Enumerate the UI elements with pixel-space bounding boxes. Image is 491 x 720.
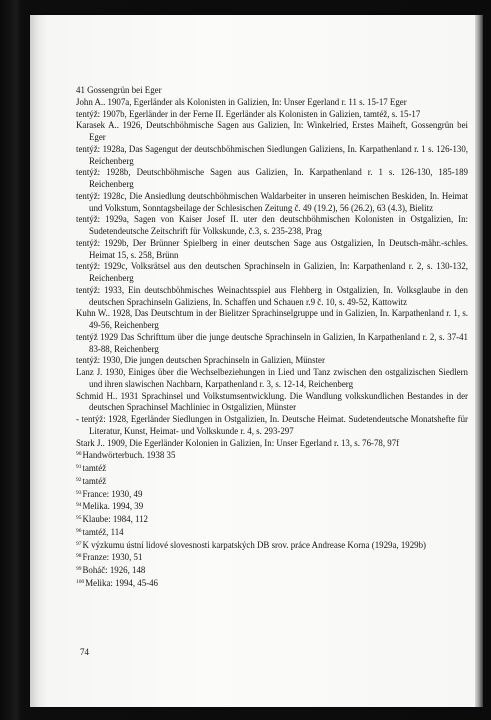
footnote <box>76 513 468 526</box>
footnote-text: Handwörterbuch. 1938 35 <box>82 450 176 461</box>
bibliography-entry: tentýž: 1929c, Volksrätsel aus den deutschen Sprachinseln in Galizien, In: Karpathenland r. 2, s. 130-132, Reichenberg <box>76 261 468 283</box>
footnote-number: 97 <box>76 540 82 547</box>
bibliography-entry: tentýž: 1933, Ein deutschböhmisches Weinachtsspiel aus Flehberg in Ostgalizien, In. Volksglaube in den deutschen Sprachinseln Galiziens, In. Schaffen und Schauen r.9 č. 10, s. 49-52, Kattowitz <box>76 284 468 307</box>
footnote <box>76 564 468 577</box>
footnote-text: Melika. 1994, 39 <box>82 501 144 512</box>
bibliography-entry: tentýž: 1928b, Deutschböhmische Sagen aus Galizien, In. Karpathenland r. 1 s. 126-130, 185-189 Reichenberg <box>76 167 468 189</box>
footnote-text: France: 1930, 49 <box>82 488 143 499</box>
bibliography-entry: Karasek A.. 1926, Deutschböhmische Sagen aus Galizien, In: Winkelried, Erstes Maiheft, Gossengrün bei Eger <box>76 120 468 142</box>
bibliography-entry: Lanz J. 1930, Einiges über die Wechselbeziehungen in Lied und Tanz zwischen den ostgalizischen Siedlern und ihren slawischen Nachbarn, Karpathenland r. 3, s. 12-14, Reichenberg <box>76 367 468 389</box>
page-number: 74 <box>80 647 89 657</box>
footnote-text: K výzkumu ústní lidové slovesnosti karpatských DB srov. práce Andrease Korna (1929a, 1929b) <box>82 539 427 550</box>
footnote-number: 90 <box>76 451 82 458</box>
footnote-number: 98 <box>76 553 82 560</box>
bibliography-entry: tentýž 1929 Das Schrifttum über die junge deutsche Sprachinseln in Galizien, In Karpathenland r. 2, s. 37-41 83-88, Reichenberg <box>76 331 468 354</box>
footnote <box>76 539 468 552</box>
bibliography-entry: Kuhn W.. 1928, Das Deutschtum in der Bielitzer Sprachinselgruppe und in Galizien, In. Karpathenland r. 1, s. 49-56, Reichenberg <box>76 308 468 330</box>
footnote-number: 99 <box>76 566 82 572</box>
footnote <box>76 526 468 539</box>
footnote-text: Franze: 1930, 51 <box>82 552 143 563</box>
footnote-text: tamtéž, 114 <box>82 526 124 537</box>
footnote-number: 100 <box>76 578 85 585</box>
bibliography-entry: Stark J.. 1909, Die Egerländer Kolonien in Galizien, In: Unser Egerland r. 13, s. 76-78, 97f <box>76 437 400 448</box>
footnote <box>76 577 468 590</box>
bibliography-entry: Schmid H.. 1931 Sprachinsel und Volkstumsentwicklung. Die Wandlung volkskundlichen Bestandes in der deutschen Sprachinsel Machliniec in Ostgalizien, Münster <box>76 390 468 413</box>
bibliography-entry: tentýž: 1907b, Egerländer in der Ferne II. Egerländer als Kolonisten in Galizien, tamtéž, s. 15-17 <box>76 108 421 119</box>
footnote <box>76 449 468 462</box>
bibliography-entry: - tentýž: 1928, Egerländer Siedlungen in Ostgalizien, In. Deutsche Heimat. Sudetendeutsche Monatshefte für Literatur, Kunst, Heimat- und Volkskunde r. 4, s. 293-297 <box>76 414 468 436</box>
footnote-number: 96 <box>76 527 82 534</box>
footnote-text: tamtéž <box>82 463 107 473</box>
bibliography-entry: tentýž: 1928a, Das Sagengut der deutschböhmischen Siedlungen Galiziens, In. Karpathenland r. 1 s. 126-130, Reichenberg <box>76 143 468 166</box>
bibliography-entry: tentýž: 1930, Die jungen deutschen Sprachinseln in Galizien, Münster <box>76 355 325 366</box>
bibliography-entry: 41 Gossengrün bei Eger <box>76 85 162 95</box>
footnote <box>76 462 468 475</box>
footnote-number: 95 <box>76 515 82 521</box>
bibliography-entry: tentýž: 1929b, Der Brünner Spielberg in einer deutschen Sage aus Ostgalizien, In Deutsch-mähr.-schles. Heimat 15, s. 258, Brünn <box>76 237 468 260</box>
footnote-number: 91 <box>76 464 82 470</box>
footnote <box>76 500 468 513</box>
footnote-number: 93 <box>76 489 82 496</box>
bibliography-entry: tentýž: 1929a, Sagen von Kaiser Josef II. uter den deutschböhmischen Kolonisten in Ostgalizien, In: Sudetendeutsche Zeitschrift für Volkskunde, č.3, s. 235-238, Prag <box>76 214 468 236</box>
bibliography-entry: tentýž: 1928c, Die Ansiedlung deutschböhmischen Waldarbeiter in unseren heimischen Beskiden, In. Heimat und Volkstum, Sonntagsbeilage der Schlesischen Zeitung č. 49 (19.2), 56 (26.2), 63 (4.3), Bielitz <box>76 190 468 213</box>
footnote-text: Boháč: 1926, 148 <box>82 565 146 575</box>
footnote <box>76 475 468 488</box>
footnote-text: tamtéž <box>82 475 107 486</box>
footnote-text: Melika: 1994, 45-46 <box>85 577 158 588</box>
bibliography-entry: John A.. 1907a, Egerländer als Kolonisten in Galizien, In: Unser Egerland r. 11 s. 15-17 Eger <box>76 96 407 107</box>
footnote <box>76 551 468 564</box>
footnote-number: 94 <box>76 502 82 509</box>
footnote-text: Klaube: 1984, 112 <box>82 514 148 524</box>
page-stack-edge <box>475 15 483 707</box>
footnote-number: 92 <box>76 476 82 483</box>
bibliography-text <box>76 85 468 590</box>
footnote <box>76 488 468 501</box>
